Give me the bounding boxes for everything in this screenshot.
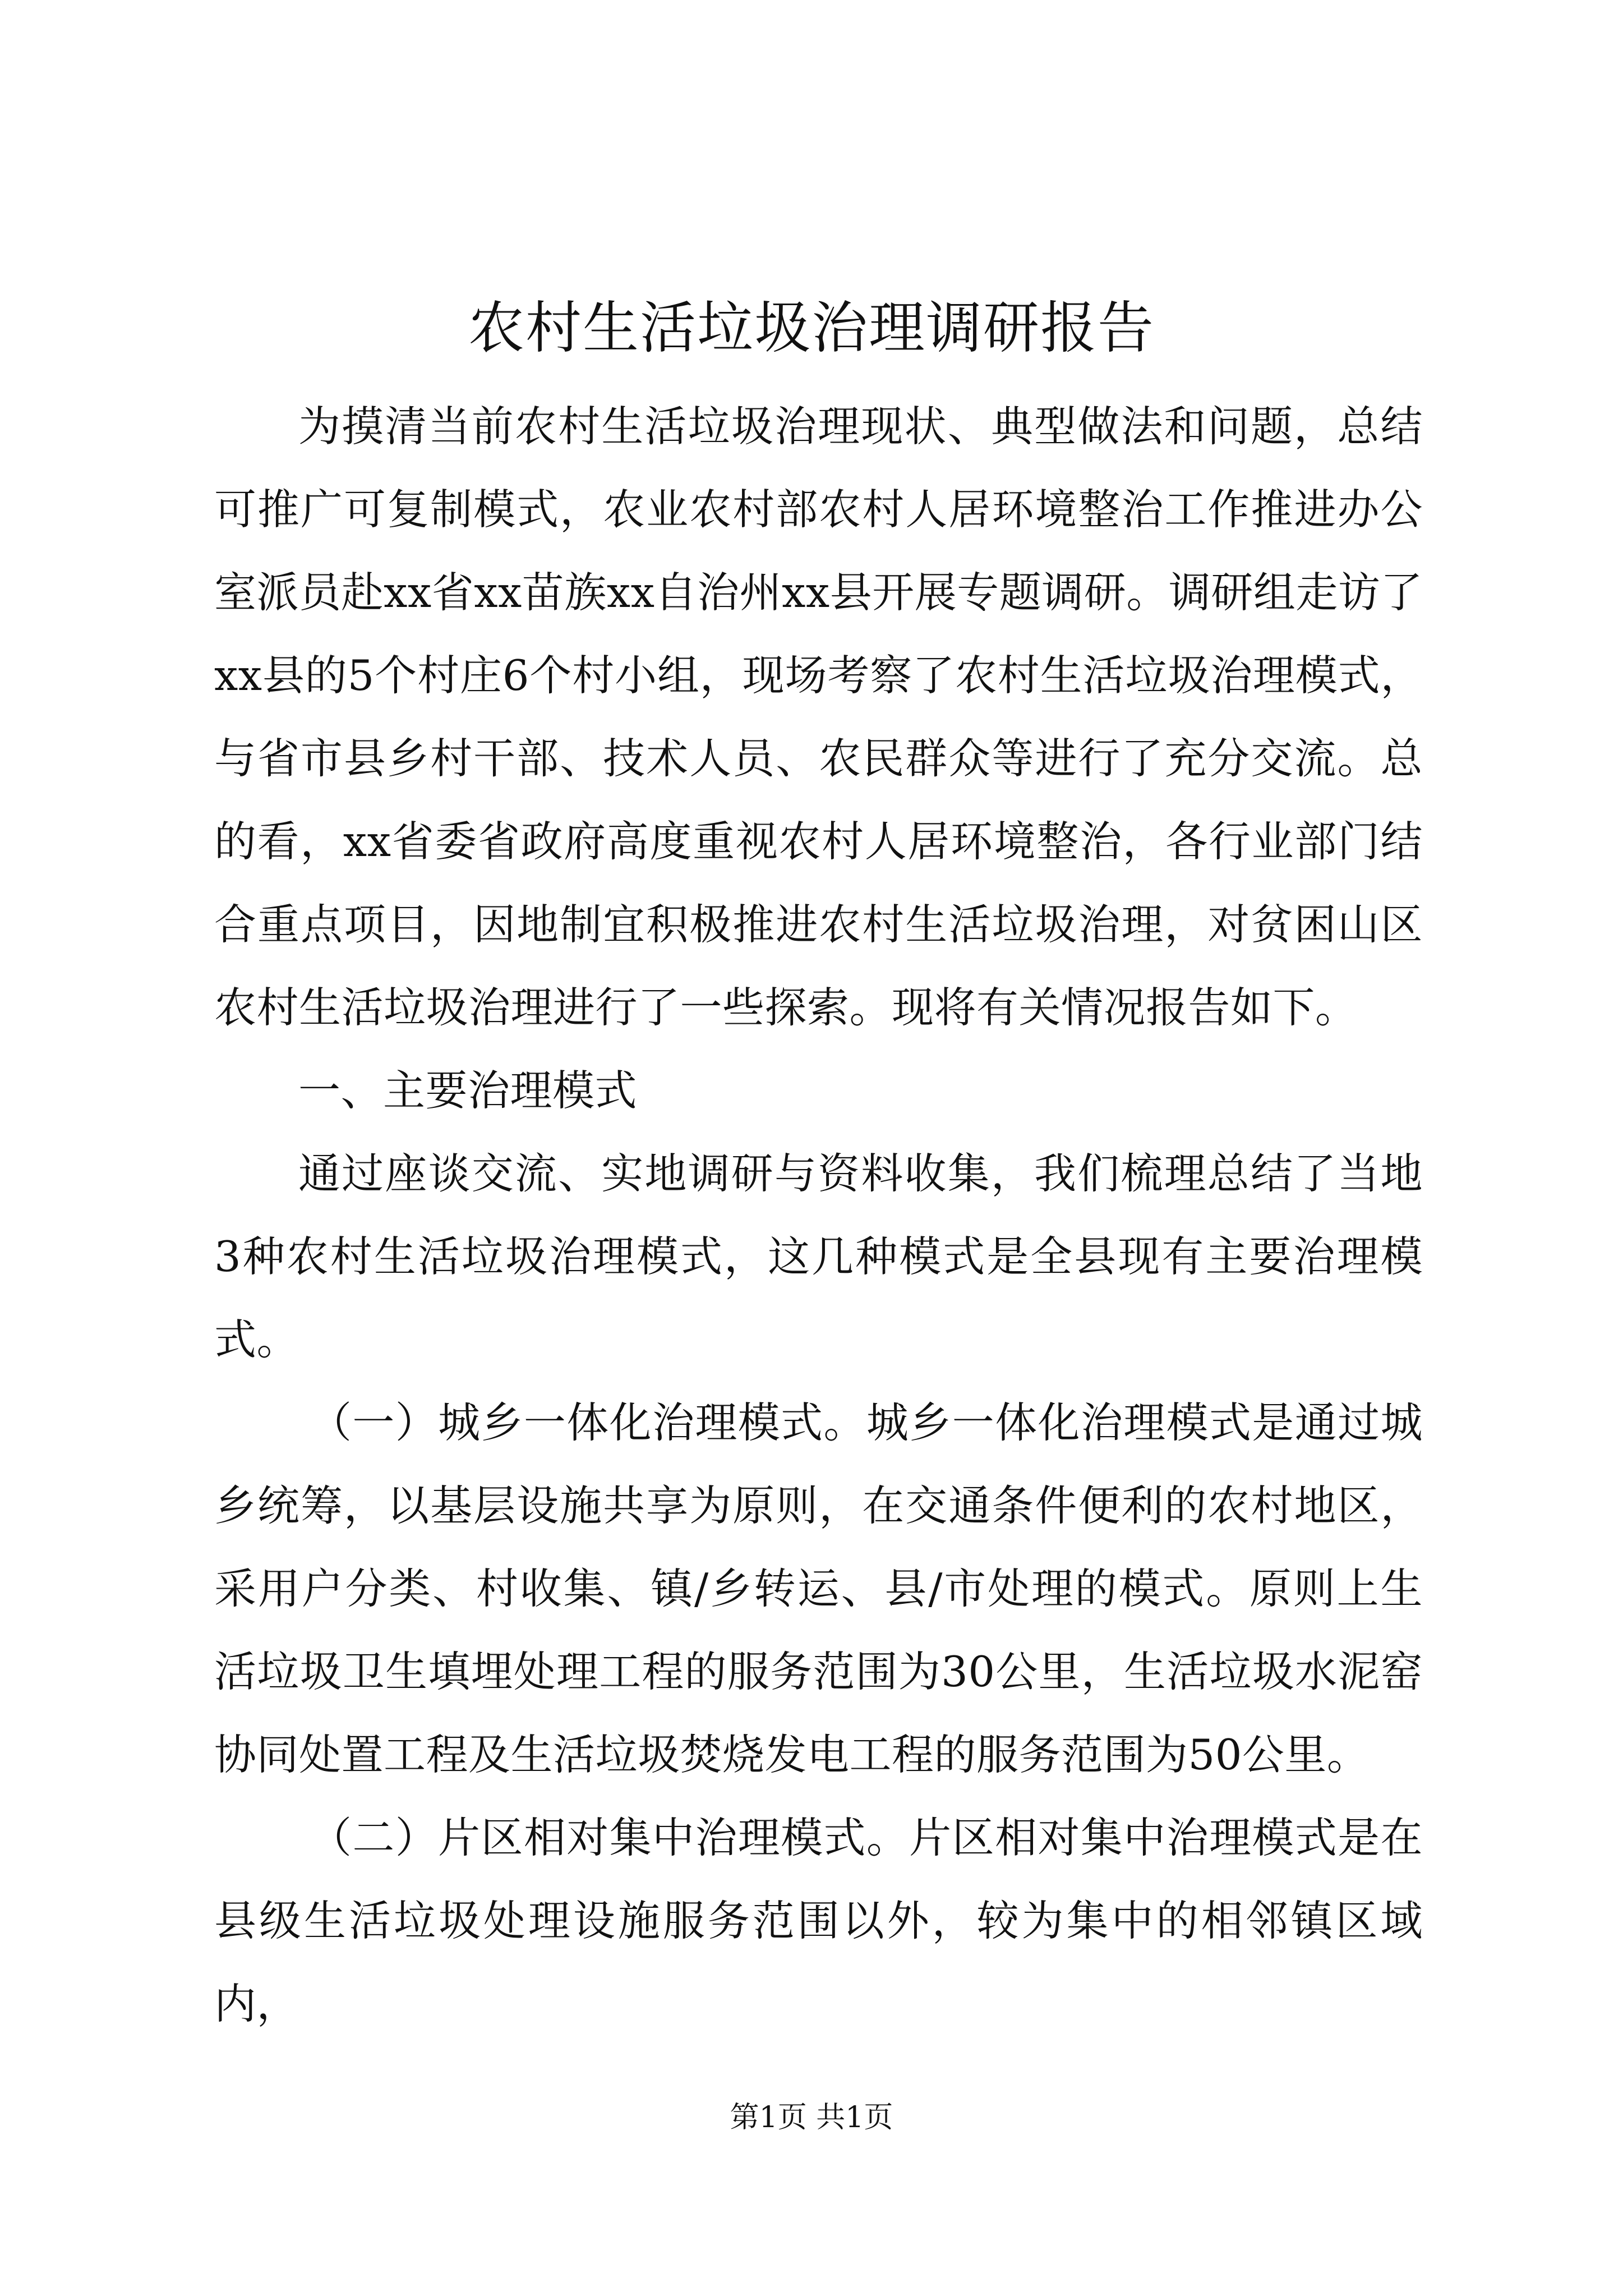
mode-two-paragraph: （二）片区相对集中治理模式。片区相对集中治理模式是在县级生活垃圾处理设施服务范围以外，较为集中的相邻镇区域内， xyxy=(214,1813,1423,2028)
document-body xyxy=(214,385,1423,2045)
section-heading: 一、主要治理模式 xyxy=(298,1066,638,1115)
page-number-footer: 第1页 共1页 xyxy=(730,2101,893,2134)
section-paragraph: 通过座谈交流、实地调研与资料收集，我们梳理总结了当地3种农村生活垃圾治理模式，这几种模式是全县现有主要治理模式。 xyxy=(214,1149,1423,1364)
intro-paragraph: 为摸清当前农村生活垃圾治理现状、典型做法和问题，总结可推广可复制模式，农业农村部农村人居环境整治工作推进办公室派员赴xx省xx苗族xx自治州xx县开展专题调研。调研组走访了xx县的5个村庄6个村小组，现场考察了农村生活垃圾治理模式，与省市县乡村干部、技术人员、农民群众等进行了充分交流。总的看，xx省委省政府高度重视农村人居环境整治，各行业部门结合重点项目，因地制宜积极推进农村生活垃圾治理，对贫困山区农村生活垃圾治理进行了一些探索。现将有关情况报告如下。 xyxy=(214,402,1423,1032)
mode-one-paragraph: （一）城乡一体化治理模式。城乡一体化治理模式是通过城乡统筹，以基层设施共享为原则，在交通条件便利的农村地区，采用户分类、村收集、镇/乡转运、县/市处理的模式。原则上生活垃圾卫生填埋处理工程的服务范围为30公里，生活垃圾水泥窑协同处置工程及生活垃圾焚烧发电工程的服务范围为50公里。 xyxy=(214,1398,1423,1779)
document-title: 农村生活垃圾治理调研报告 xyxy=(468,295,1155,361)
